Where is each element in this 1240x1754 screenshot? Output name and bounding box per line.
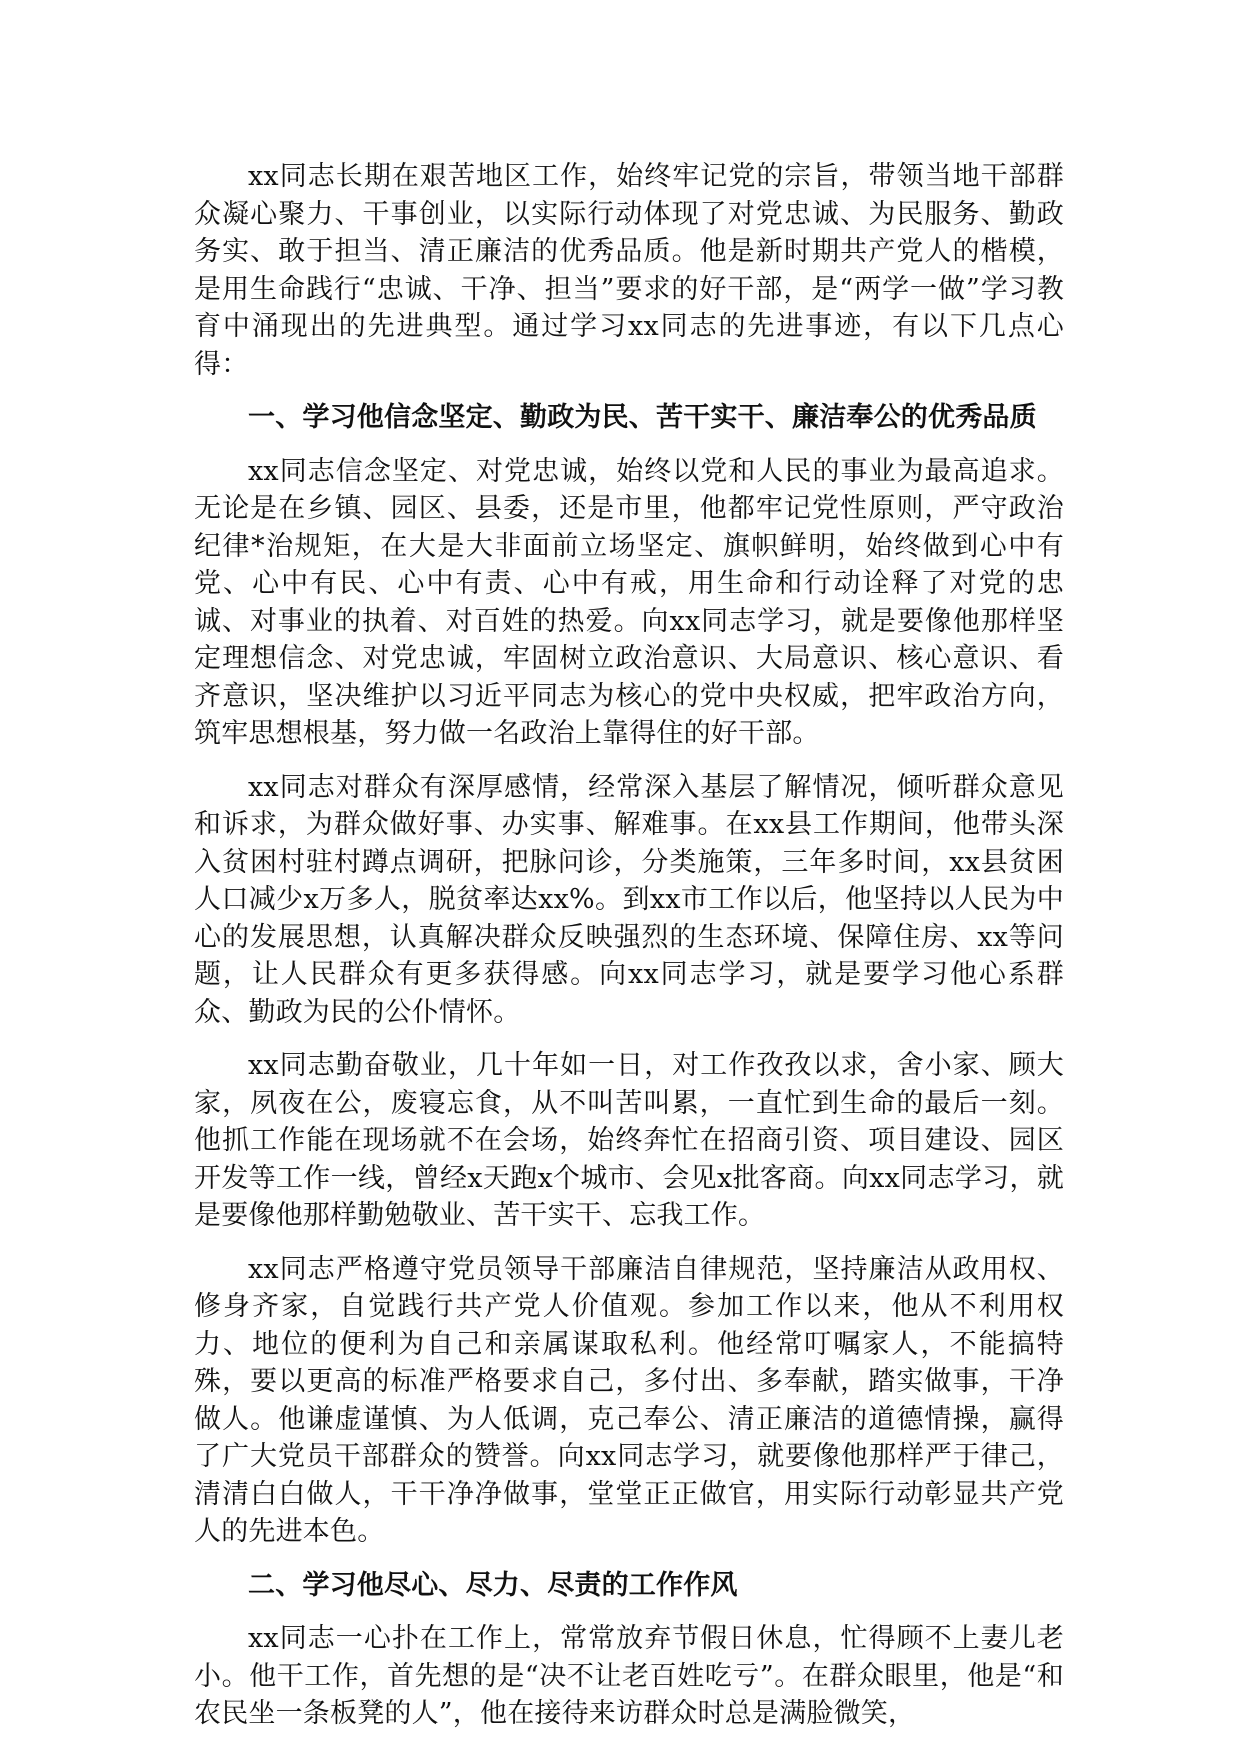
section-1-paragraph-1: xx同志信念坚定、对党忠诚，始终以党和人民的事业为最高追求。无论是在乡镇、园区、县委，还是市里，他都牢记党性原则，严守政治纪律*治规矩，在大是大非面前立场坚定、旗帜鲜明，始终做到心中有党、心中有民、心中有责、心中有戒，用生命和行动诠释了对党的忠诚、对事业的执着、对百姓的热爱。向xx同志学习，就是要像他那样坚定理想信念、对党忠诚，牢固树立政治意识、大局意识、核心意识、看齐意识，坚决维护以习近平同志为核心的党中央权威，把牢政治方向，筑牢思想根基，努力做一名政治上靠得住的好干部。	[194, 455, 1064, 749]
document-page	[194, 158, 1064, 1749]
section-1-heading: 一、学习他信念坚定、勤政为民、苦干实干、廉洁奉公的优秀品质	[248, 402, 1037, 433]
section-1-paragraph-2: xx同志对群众有深厚感情，经常深入基层了解情况，倾听群众意见和诉求，为群众做好事、办实事、解难事。在xx县工作期间，他带头深入贫困村驻村蹲点调研，把脉问诊，分类施策，三年多时间，xx县贫困人口减少x万多人，脱贫率达xx%。到xx市工作以后，他坚持以人民为中心的发展思想，认真解决群众反映强烈的生态环境、保障住房、xx等问题，让人民群众有更多获得感。向xx同志学习，就是要学习他心系群众、勤政为民的公仆情怀。	[194, 771, 1064, 1028]
section-2-paragraph-1: xx同志一心扑在工作上，常常放弃节假日休息，忙得顾不上妻儿老小。他干工作，首先想的是“决不让老百姓吃亏”。在群众眼里，他是“和农民坐一条板凳的人”，他在接待来访群众时总是满脸微笑，	[194, 1623, 1064, 1729]
section-1-paragraph-4: xx同志严格遵守党员领导干部廉洁自律规范，坚持廉洁从政用权、修身齐家，自觉践行共产党人价值观。参加工作以来，他从不利用权力、地位的便利为自己和亲属谋取私利。他经常叮嘱家人，不能搞特殊，要以更高的标准严格要求自己，多付出、多奉献，踏实做事，干净做人。他谦虚谨慎、为人低调，克己奉公、清正廉洁的道德情操，赢得了广大党员干部群众的赞誉。向xx同志学习，就要像他那样严于律己，清清白白做人，干干净净做事，堂堂正正做官，用实际行动彰显共产党人的先进本色。	[194, 1253, 1064, 1547]
section-1-paragraph-3: xx同志勤奋敬业，几十年如一日，对工作孜孜以求，舍小家、顾大家，夙夜在公，废寝忘食，从不叫苦叫累，一直忙到生命的最后一刻。他抓工作能在现场就不在会场，始终奔忙在招商引资、项目建设、园区开发等工作一线，曾经x天跑x个城市、会见x批客商。向xx同志学习，就是要像他那样勤勉敬业、苦干实干、忘我工作。	[194, 1050, 1064, 1231]
section-2-heading: 二、学习他尽心、尽力、尽责的工作作风	[248, 1569, 738, 1601]
intro-paragraph: xx同志长期在艰苦地区工作，始终牢记党的宗旨，带领当地干部群众凝心聚力、干事创业，以实际行动体现了对党忠诚、为民服务、勤政务实、敢于担当、清正廉洁的优秀品质。他是新时期共产党人的楷模，是用生命践行“忠诚、干净、担当”要求的好干部，是“两学一做”学习教育中涌现出的先进典型。通过学习xx同志的先进事迹，有以下几点心得：	[194, 161, 1064, 380]
